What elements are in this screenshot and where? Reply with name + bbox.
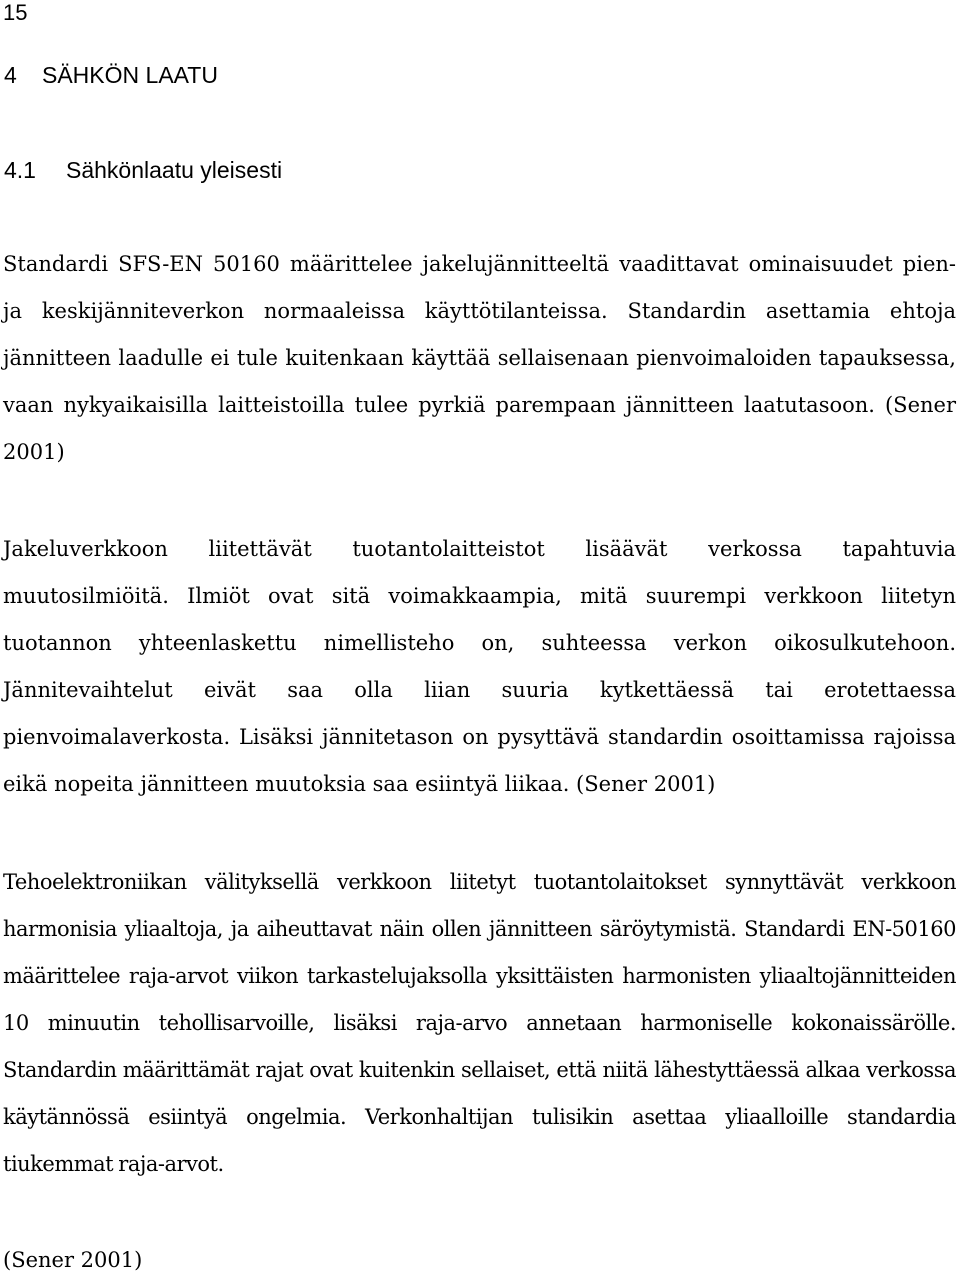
chapter-heading — [4, 61, 218, 89]
paragraph-3: Tehoelektroniikan välityksellä verkkoon liitetyt tuotantolaitokset synnyttävät verkkoon harmonisia yliaaltoja, ja aiheuttavat näin ollen jännitteen säröytymistä. Standardi EN-50160 määrittelee raja-arvot viikon tarkastelujaksolla yksittäisten harmonisten yliaaltojännitteiden 10 minuutin tehollisarvoille, lisäksi raja-arvo annetaan harmoniselle kokonaissärölle. Standardin määrittämät rajat ovat kuitenkin sellaiset, että niitä lähestyttäessä alkaa verkossa käytännössä esiintyä ongelmia. Verkonhaltijan tulisikin asettaa yliaalloille standardia tiukemmat raja-arvot. — [3, 870, 956, 1176]
section-heading — [4, 156, 282, 184]
paragraph-1: Standardi SFS-EN 50160 määrittelee jakelujännitteeltä vaadittavat ominaisuudet pien- ja keskijänniteverkon normaaleissa käyttötilanteissa. Standardin asettamia ehtoja jännitteen laadulle ei tule kuitenkaan käyttää sellaisenaan pienvoimaloiden tapauksessa, vaan nykyaikaisilla laitteistoilla tulee pyrkiä parempaan jännitteen laatutasoon. (Sener 2001) — [3, 252, 956, 464]
citation: (Sener 2001) — [3, 1248, 143, 1272]
section-title: Sähkönlaatu yleisesti — [66, 157, 283, 183]
chapter-number: 4 — [4, 62, 17, 88]
paragraph-2: Jakeluverkkoon liitettävät tuotantolaitteistot lisäävät verkossa tapahtuvia muutosilmiöitä. Ilmiöt ovat sitä voimakkaampia, mitä suurempi verkkoon liitetyn tuotannon yhteenlaskettu nimellisteho on, suhteessa verkon oikosulkutehoon. Jännitevaihtelut eivät saa olla liian suuria kytkettäessä tai erotettaessa pienvoimalaverkosta. Lisäksi jännitetason on pysyttävä standardin osoittamissa rajoissa eikä nopeita jännitteen muutoksia saa esiintyä liikaa. (Sener 2001) — [3, 537, 956, 796]
page-number: 15 — [3, 0, 28, 25]
chapter-title: SÄHKÖN LAATU — [42, 62, 218, 88]
section-number: 4.1 — [4, 157, 36, 183]
